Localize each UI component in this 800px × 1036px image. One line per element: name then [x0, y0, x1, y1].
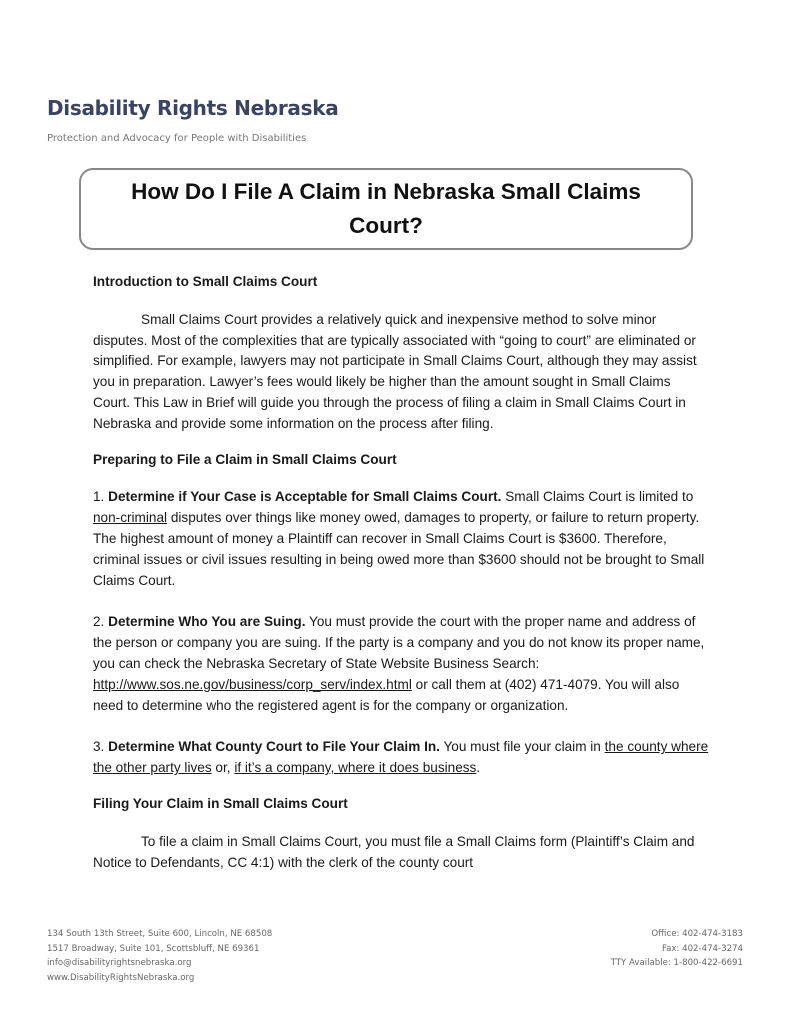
footer-website[interactable]: www.DisabilityRightsNebraska.org: [47, 972, 195, 983]
sos-business-search-link[interactable]: http://www.sos.ne.gov/business/corp_serv/index.html: [93, 676, 412, 692]
underlined-text: if it’s a company, where it does business: [234, 760, 477, 776]
footer-address-1: 134 South 13th Street, Suite 600, Lincoln, NE 68508: [47, 929, 273, 939]
filing-paragraph: To file a claim in Small Claims Court, you must file a Small Claims form (Plaintiff’s Claim and Notice to Defendants, CC 4:1) with the clerk of the county court: [93, 833, 695, 870]
step-text: .: [476, 760, 481, 776]
footer-fax: Fax: 402-474-3274: [661, 943, 743, 954]
step-number: 3.: [93, 739, 109, 755]
step-text: disputes over things like money owed, damages to property, or failure to return property. The highest amount of money a Plaintiff can recover in Small Claims Court is $3600. Therefore, criminal issues or civil issues resulting in being owed more than $3600 should not be brought to Small Claims Court.: [93, 510, 705, 588]
step-1-paragraph: [93, 487, 711, 591]
footer-address-2: 1517 Broadway, Suite 101, Scottsbluff, NE 69361: [47, 943, 260, 954]
step-number: 2.: [93, 614, 109, 630]
underlined-text: the county where the other party lives: [93, 739, 709, 776]
step-text: or,: [211, 760, 235, 776]
intro-heading: Introduction to Small Claims Court: [93, 274, 318, 289]
step-title: Determine What County Court to File Your Claim In.: [108, 739, 440, 755]
step-title: Determine Who You are Suing.: [108, 614, 306, 630]
title-box: [79, 168, 693, 250]
step-3-paragraph: [93, 737, 711, 779]
footer-email[interactable]: info@disabilityrightsnebraska.org: [47, 958, 192, 968]
footer-contact-right: [611, 927, 743, 971]
footer-office-phone: Office: 402-474-3183: [651, 929, 743, 939]
step-text: You must provide the court with the proper name and address of the person or company you are suing. If the party is a company and you do not know its proper name, you can check the Nebraska Secretary of State Website Business Search:: [93, 614, 705, 671]
step-2-paragraph: [93, 612, 711, 716]
intro-paragraph: Small Claims Court provides a relatively quick and inexpensive method to solve minor disputes. Most of the complexities that are typically associated with “going to court” are eliminated or simplified. For example, lawyers may not participate in Small Claims Court, although they may assist you in preparation. Lawyer’s fees would likely be higher than the amount sought in Small Claims Court. This Law in Brief will guide you through the process of filing a claim in Small Claims Court in Nebraska and provide some information on the process after filing.: [93, 311, 697, 431]
prep-heading: Preparing to File a Claim in Small Claims Court: [93, 451, 397, 467]
footer-tty: TTY Available: 1-800-422-6691: [610, 958, 743, 968]
step-text: Small Claims Court is limited to: [501, 489, 694, 505]
footer-contact-left: [47, 927, 272, 985]
document-title: How Do I File A Claim in Nebraska Small Claims Court?: [131, 179, 641, 238]
organization-name: Disability Rights Nebraska: [47, 96, 339, 120]
step-text: You must file your claim in: [439, 739, 605, 755]
filing-heading: Filing Your Claim in Small Claims Court: [93, 795, 348, 811]
step-text: or call them at (402) 471-4079. You will also need to determine who the registered agent is for the company or organization.: [93, 676, 680, 713]
document-body: [93, 272, 711, 888]
step-title: Determine if Your Case is Acceptable for Small Claims Court.: [108, 489, 502, 505]
step-number: 1.: [93, 489, 109, 505]
underlined-text: non-criminal: [93, 510, 168, 526]
organization-tagline: Protection and Advocacy for People with Disabilities: [47, 133, 307, 144]
